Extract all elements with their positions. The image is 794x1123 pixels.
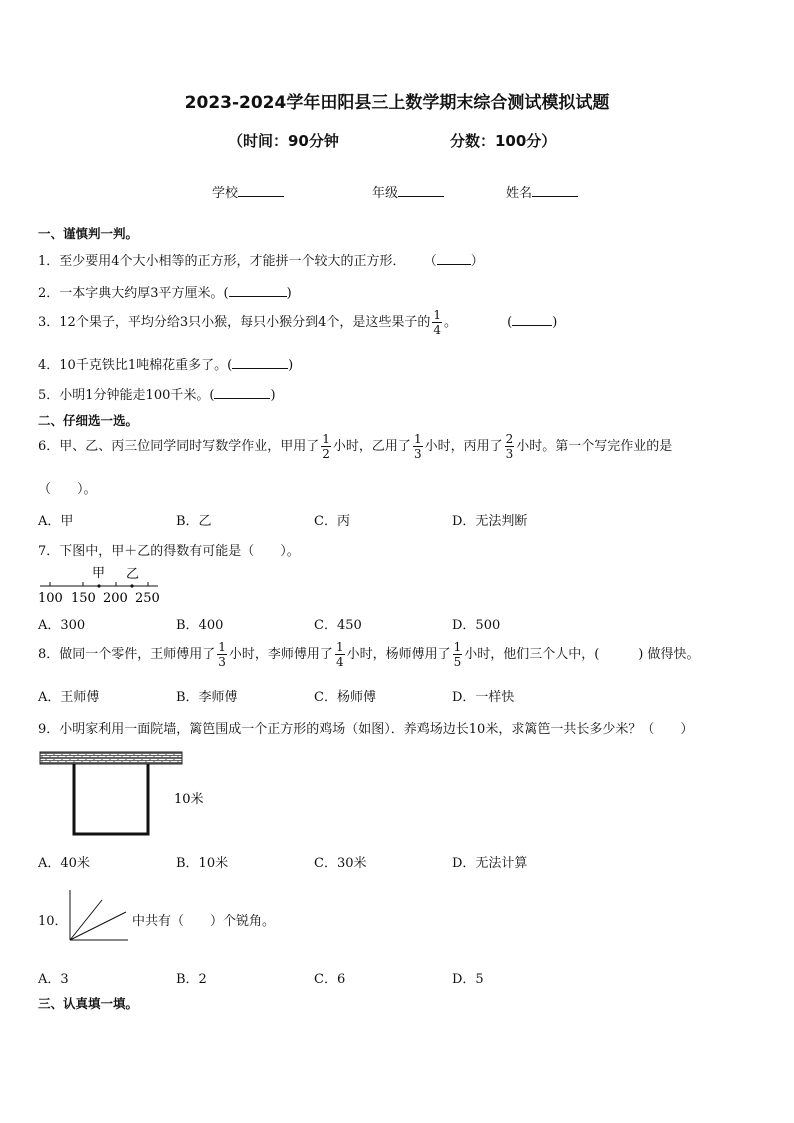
question-5 xyxy=(38,384,276,403)
question-8-text-4: 小时，他们三个人中，( ) 做得快。 xyxy=(464,647,700,662)
question-3-text: 3．12个果子，平均分给3只小猴，每只小猴分到4个，是这些果子的 xyxy=(38,315,431,330)
question-6-text-3: 小时，丙用了 xyxy=(424,439,503,454)
question-7: 7．下图中，甲＋乙的得数有可能是（ ）。 xyxy=(38,544,300,559)
answer-blank-2[interactable] xyxy=(229,285,287,297)
option-c[interactable]: C．450 xyxy=(314,618,362,633)
school-blank[interactable] xyxy=(238,184,284,197)
option-c[interactable]: C．30米 xyxy=(314,856,367,871)
mark-jia-point xyxy=(97,584,100,587)
question-8-text-3: 小时，杨师傅用了 xyxy=(346,647,451,662)
fraction-one-quarter: $\frac{1}{4}$ xyxy=(433,308,441,337)
mark-jia: 甲 xyxy=(92,566,106,581)
option-d[interactable]: D．500 xyxy=(452,618,501,633)
option-b[interactable]: B．10米 xyxy=(176,856,229,871)
side-length-label: 10米 xyxy=(174,792,204,807)
question-8 xyxy=(38,640,700,669)
option-b[interactable]: B．400 xyxy=(176,618,224,633)
fraction-3: $\frac{1}{5}$ xyxy=(453,640,462,669)
option-a[interactable]: A．3 xyxy=(38,972,69,987)
paren-close: ) xyxy=(286,286,292,301)
number-line-figure xyxy=(36,562,166,606)
name-label: 姓名 xyxy=(506,186,533,201)
answer-blank-4[interactable] xyxy=(232,357,288,369)
option-d[interactable]: D．无法判断 xyxy=(452,514,528,529)
angle-figure xyxy=(66,888,132,944)
question-5-text: 5．小明1分钟能走100千米。( xyxy=(38,388,215,403)
time-label: （时间：90分钟 xyxy=(228,132,339,150)
question-9: 9．小明家利用一面院墙，篱笆围成一个正方形的鸡场（如图）．养鸡场边长10米，求篱笆一共长多少米？（ ） xyxy=(38,722,694,737)
fence xyxy=(74,764,148,834)
option-a[interactable]: A．300 xyxy=(38,618,86,633)
question-6-line-2: （ ）。 xyxy=(38,482,97,497)
paren-close: ) xyxy=(288,358,294,373)
option-a[interactable]: A．王师傅 xyxy=(38,690,100,705)
question-4 xyxy=(38,354,293,373)
option-b[interactable]: B．2 xyxy=(176,972,207,987)
answer-blank-3[interactable] xyxy=(512,314,552,326)
option-b[interactable]: B．李师傅 xyxy=(176,690,238,705)
option-d[interactable]: D．5 xyxy=(452,972,484,987)
option-c[interactable]: C．丙 xyxy=(314,514,350,529)
school-label: 学校 xyxy=(212,186,239,201)
option-a[interactable]: A．40米 xyxy=(38,856,90,871)
paren-close: ） xyxy=(470,254,484,269)
paren-open: ( xyxy=(507,315,513,330)
section-heading-1: 一、谨慎判一判。 xyxy=(38,226,139,241)
option-d[interactable]: D．一样快 xyxy=(452,690,515,705)
fraction-1: $\frac{1}{3}$ xyxy=(218,640,226,669)
question-2-text: 2．一本字典大约厚3平方厘米。( xyxy=(38,286,229,301)
tick-150: 150 xyxy=(71,591,96,606)
grade-label: 年级 xyxy=(372,186,399,201)
question-8-text-1: 8．做同一个零件，王师傅用了 xyxy=(38,647,216,662)
section-heading-2: 二、仔细选一选。 xyxy=(38,413,139,428)
name-blank[interactable] xyxy=(532,184,578,197)
score-label: 分数：100分） xyxy=(450,132,557,150)
question-4-text: 4．10千克铁比1吨棉花重多了。( xyxy=(38,358,233,373)
chicken-coop-figure xyxy=(36,748,226,840)
paren-close: ) xyxy=(270,388,276,403)
question-6-text-4: 小时。第一个写完作业的是 xyxy=(516,439,673,454)
fraction-2: $\frac{1}{3}$ xyxy=(413,432,422,461)
question-1-text: 1．至少要用4个大小相等的正方形，才能拼一个较大的正方形． xyxy=(38,254,406,269)
question-6-text-2: 小时，乙用了 xyxy=(332,439,411,454)
fraction-2: $\frac{1}{4}$ xyxy=(335,640,344,669)
question-3 xyxy=(38,308,557,337)
period: 。 xyxy=(444,315,458,330)
option-c[interactable]: C．杨师傅 xyxy=(314,690,376,705)
fraction-1: $\frac{1}{2}$ xyxy=(322,432,330,461)
wall xyxy=(40,752,182,764)
tick-100: 100 xyxy=(38,591,63,606)
tick-250: 250 xyxy=(135,591,160,606)
paren-open: （ xyxy=(423,254,437,269)
mark-yi-point xyxy=(130,584,133,587)
mark-yi: 乙 xyxy=(126,567,140,582)
grade-field[interactable] xyxy=(372,182,444,201)
school-field[interactable] xyxy=(212,182,284,201)
question-2 xyxy=(38,282,292,301)
option-b[interactable]: B．乙 xyxy=(176,514,212,529)
section-heading-3: 三、认真填一填。 xyxy=(38,996,139,1011)
name-field[interactable] xyxy=(506,182,578,201)
page-title: 2023-2024学年田阳县三上数学期末综合测试模拟试题 xyxy=(184,93,610,113)
option-d[interactable]: D．无法计算 xyxy=(452,856,528,871)
question-10-number: 10． xyxy=(38,914,68,929)
answer-blank-1[interactable] xyxy=(437,253,471,265)
question-1 xyxy=(38,250,484,269)
question-8-text-2: 小时，李师傅用了 xyxy=(228,647,333,662)
fraction-3: $\frac{2}{3}$ xyxy=(505,432,514,461)
paren-close: ) xyxy=(552,315,558,330)
question-10-text: 中共有（ ）个锐角。 xyxy=(132,914,276,929)
option-a[interactable]: A．甲 xyxy=(38,514,74,529)
tick-200: 200 xyxy=(103,591,128,606)
answer-blank-5[interactable] xyxy=(214,387,270,399)
question-6 xyxy=(38,432,672,461)
option-c[interactable]: C．6 xyxy=(314,972,346,987)
grade-blank[interactable] xyxy=(398,184,444,197)
question-6-text-1: 6．甲、乙、丙三位同学同时写数学作业，甲用了 xyxy=(38,439,320,454)
